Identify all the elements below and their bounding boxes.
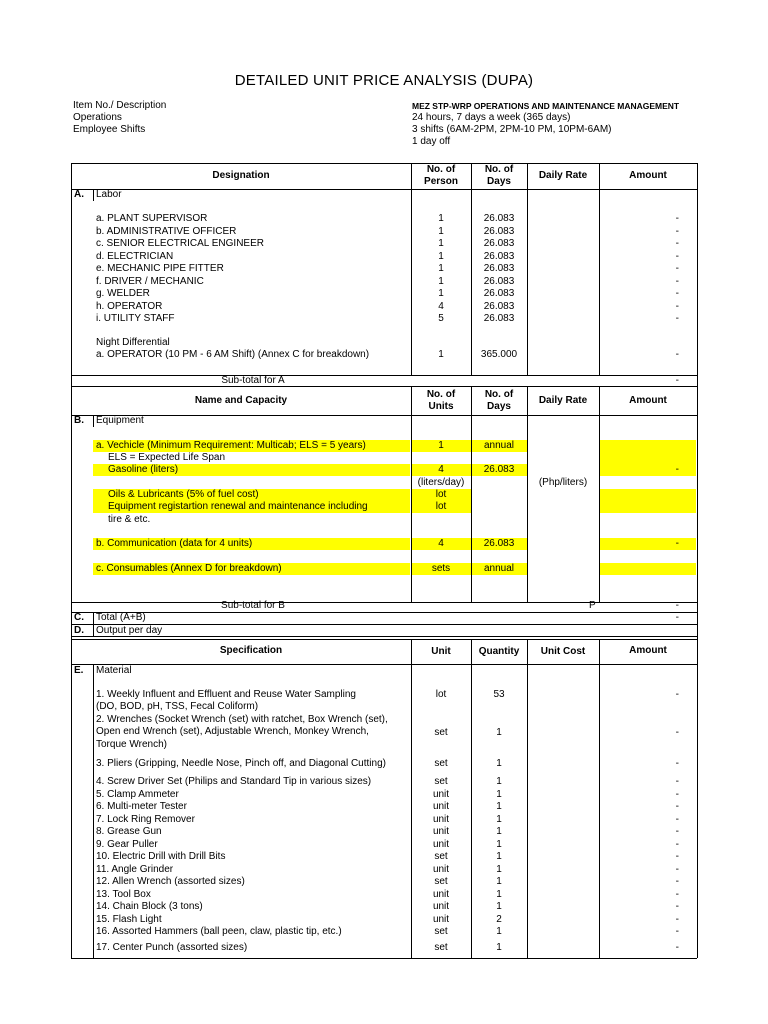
labor-persons: 1 (438, 250, 444, 262)
col-unit-cost: Unit Cost (540, 646, 586, 657)
material-amount: - (675, 876, 679, 887)
material-17-name: 17. Center Punch (assorted sizes) (96, 942, 248, 953)
labor-name: a. PLANT SUPERVISOR (96, 213, 208, 224)
material-amount: - (675, 838, 679, 850)
highlight-vehicle-amount (600, 440, 696, 452)
material-qty: 1 (496, 838, 502, 850)
material-3-unit: set (434, 758, 448, 769)
material-name: 15. Flash Light (96, 913, 162, 925)
communication-days: 26.083 (483, 538, 515, 549)
labor-name: b. ADMINISTRATIVE OFFICER (96, 225, 237, 237)
material-qty: 1 (496, 876, 502, 887)
oils-units: lot (435, 489, 447, 500)
header-values (412, 100, 679, 148)
material-17-unit: set (434, 942, 448, 953)
material-qty: 1 (496, 851, 502, 862)
material-qty: 1 (496, 926, 502, 937)
section-b-letter: B. (74, 415, 84, 426)
oils-name: Oils & Lubricants (5% of fuel cost) (108, 489, 259, 500)
vehicle-units: 1 (438, 440, 444, 451)
gasoline-name: Gasoline (liters) (108, 464, 179, 475)
gas-units-note: (liters/day) (417, 477, 465, 488)
labor-days: 26.083 (483, 213, 515, 224)
labor-persons: 1 (438, 288, 444, 299)
material-3-name: 3. Pliers (Gripping, Needle Nose, Pinch off, and Diagonal Cutting) (96, 758, 386, 769)
material-2-qty: 1 (496, 727, 502, 738)
material-unit: unit (432, 888, 450, 900)
labor-days: 26.083 (483, 263, 515, 274)
material-2-unit: set (434, 727, 448, 738)
labor-persons: 1 (438, 213, 444, 224)
labor-amount: - (675, 300, 679, 312)
material-unit: unit (432, 801, 450, 812)
section-c-letter: C. (74, 612, 84, 623)
col-unit: Unit (431, 646, 451, 657)
material-name: 13. Tool Box (96, 888, 151, 900)
material-2-line3: Torque Wrench) (96, 739, 167, 750)
col-name-capacity: Name and Capacity (194, 395, 288, 406)
material-unit: unit (432, 813, 450, 825)
subtotal-a-amount: - (675, 375, 679, 386)
material-17-amount: - (675, 942, 679, 953)
material-amount: - (675, 776, 679, 787)
material-2-line1: 2. Wrenches (Socket Wrench (set) with ratchet, Box Wrench (set), (96, 714, 388, 725)
material-name: 7. Lock Ring Remover (96, 813, 195, 825)
section-d-letter: D. (74, 625, 84, 636)
material-qty: 1 (496, 888, 502, 900)
communication-name: b. Communication (data for 4 units) (96, 538, 253, 549)
material-1-qty: 53 (493, 689, 505, 700)
labor-amount: - (675, 225, 679, 237)
labor-persons: 1 (438, 225, 444, 237)
col-quantity: Quantity (478, 646, 520, 657)
col-specification: Specification (219, 645, 283, 656)
col-amount: Amount (629, 170, 667, 181)
night-diff-name: a. OPERATOR (10 PM - 6 AM Shift) (Annex C for breakdown) (96, 349, 370, 360)
subtotal-b-amount: - (675, 600, 679, 611)
material-3-qty: 1 (496, 758, 502, 769)
communication-amount: - (675, 538, 679, 549)
section-b-label: Equipment (96, 415, 144, 426)
material-amount: - (675, 813, 679, 825)
communication-units: 4 (438, 538, 444, 549)
operations-value: 24 hours, 7 days a week (365 days) (412, 112, 571, 123)
material-name: 10. Electric Drill with Drill Bits (96, 851, 226, 862)
vehicle-days: annual (483, 440, 515, 451)
registration-name: Equipment registartion renewal and maintenance including (108, 501, 368, 512)
col-equip-days: No. of Days (484, 389, 514, 412)
labor-amount: - (675, 288, 679, 299)
material-1-line1: 1. Weekly Influent and Effluent and Reuse Water Sampling (96, 689, 356, 700)
item-description: MEZ STP-WRP OPERATIONS AND MAINTENANCE MANAGEMENT (412, 101, 680, 111)
header-labels (73, 100, 166, 136)
section-a-letter: A. (74, 189, 84, 200)
labor-name: d. ELECTRICIAN (96, 250, 174, 262)
item-label: Item No./ Description (73, 100, 167, 111)
col-material-amount: Amount (629, 645, 667, 656)
els-note: ELS = Expected Life Span (108, 452, 226, 463)
material-unit: set (434, 876, 448, 887)
labor-amount: - (675, 238, 679, 249)
material-qty: 1 (496, 901, 502, 912)
labor-name: g. WELDER (96, 288, 150, 299)
labor-name: c. SENIOR ELECTRICAL ENGINEER (96, 238, 264, 249)
material-2-line2: Open end Wrench (set), Adjustable Wrench, Monkey Wrench, (96, 726, 369, 737)
material-name: 14. Chain Block (3 tons) (96, 901, 203, 912)
highlight-oils-amount (600, 489, 696, 501)
shifts-value: 3 shifts (6AM-2PM, 2PM-10 PM, 10PM-6AM) (412, 124, 612, 135)
material-unit: set (434, 926, 448, 937)
material-unit: unit (432, 838, 450, 850)
col-days: No. of Days (484, 164, 514, 187)
consumables-days: annual (483, 563, 515, 574)
day-off-value: 1 day off (412, 136, 451, 147)
section-a-label: Labor (96, 189, 122, 200)
subtotal-a-label: Sub-total for A (221, 375, 285, 386)
subtotal-b-currency: P (589, 600, 596, 611)
material-qty: 1 (496, 863, 502, 875)
gasoline-amount: - (675, 464, 679, 475)
labor-amount: - (675, 250, 679, 262)
section-c-amount: - (675, 612, 679, 623)
material-17-qty: 1 (496, 942, 502, 953)
labor-days: 26.083 (483, 313, 515, 324)
registration-units: lot (435, 501, 447, 512)
material-amount: - (675, 851, 679, 862)
material-amount: - (675, 801, 679, 812)
material-unit: unit (432, 863, 450, 875)
material-amount: - (675, 913, 679, 925)
vehicle-name: a. Vechicle (Minimum Requirement: Multicab; ELS = 5 years) (96, 440, 366, 451)
labor-days: 26.083 (483, 275, 515, 287)
material-unit: unit (432, 826, 450, 837)
material-1-amount: - (675, 689, 679, 700)
labor-days: 26.083 (483, 225, 515, 237)
labor-persons: 1 (438, 238, 444, 249)
material-unit: set (434, 776, 448, 787)
labor-days: 26.083 (483, 288, 515, 299)
material-3-amount: - (675, 758, 679, 769)
section-e-label: Material (96, 665, 132, 676)
material-unit: unit (432, 913, 450, 925)
col-equip-amount: Amount (629, 395, 667, 406)
labor-amount: - (675, 263, 679, 274)
col-persons: No. of Person (424, 164, 458, 187)
gasoline-days: 26.083 (483, 464, 515, 475)
consumables-units: sets (431, 563, 451, 574)
consumables-name: c. Consumables (Annex D for breakdown) (96, 563, 282, 574)
material-1-unit: lot (435, 689, 447, 700)
highlight-els-amount (600, 452, 696, 464)
material-name: 11. Angle Grinder (96, 863, 174, 875)
material-amount: - (675, 826, 679, 837)
col-units: No. of Units (426, 389, 456, 412)
material-name: 6. Multi-meter Tester (96, 801, 187, 812)
material-name: 9. Gear Puller (96, 838, 158, 850)
labor-name: e. MECHANIC PIPE FITTER (96, 263, 224, 274)
gas-rate-note: (Php/liters) (538, 477, 588, 488)
material-qty: 1 (496, 776, 502, 787)
night-diff-days: 365.000 (480, 349, 518, 360)
material-amount: - (675, 888, 679, 900)
labor-days: 26.083 (483, 250, 515, 262)
material-amount: - (675, 863, 679, 875)
material-qty: 1 (496, 801, 502, 812)
material-amount: - (675, 788, 679, 800)
labor-days: 26.083 (483, 238, 515, 249)
labor-persons: 4 (438, 300, 444, 312)
labor-name: h. OPERATOR (96, 300, 163, 312)
labor-persons: 5 (438, 313, 444, 324)
highlight-registration-amount (600, 501, 696, 513)
labor-amount: - (675, 313, 679, 324)
material-amount: - (675, 926, 679, 937)
material-qty: 1 (496, 826, 502, 837)
section-e-letter: E. (74, 665, 84, 676)
gasoline-units: 4 (438, 464, 444, 475)
col-equip-rate: Daily Rate (538, 395, 588, 406)
labor-amount: - (675, 275, 679, 287)
night-diff-label: Night Differential (96, 337, 170, 348)
material-unit: set (434, 851, 448, 862)
col-daily-rate: Daily Rate (538, 170, 588, 181)
material-amount: - (675, 901, 679, 912)
labor-name: f. DRIVER / MECHANIC (96, 275, 204, 287)
page-title: DETAILED UNIT PRICE ANALYSIS (DUPA) (234, 72, 534, 89)
labor-days: 26.083 (483, 300, 515, 312)
labor-amount: - (675, 213, 679, 224)
labor-persons: 1 (438, 263, 444, 274)
section-c-label: Total (A+B) (96, 612, 146, 623)
section-d-label: Output per day (96, 625, 163, 636)
subtotal-b-label: Sub-total for B (221, 600, 285, 611)
labor-name: i. UTILITY STAFF (96, 313, 175, 324)
material-qty: 2 (496, 913, 502, 925)
labor-persons: 1 (438, 275, 444, 287)
material-1-line2: (DO, BOD, pH, TSS, Fecal Coliform) (96, 701, 259, 712)
material-qty: 1 (496, 813, 502, 825)
tire-note: tire & etc. (108, 514, 151, 525)
material-name: 12. Allen Wrench (assorted sizes) (96, 876, 245, 887)
shifts-label: Employee Shifts (73, 124, 146, 135)
material-2-amount: - (675, 727, 679, 738)
material-name: 5. Clamp Ammeter (96, 788, 179, 800)
operations-label: Operations (73, 112, 122, 123)
material-name: 8. Grease Gun (96, 826, 162, 837)
night-diff-persons: 1 (438, 349, 444, 360)
material-name: 4. Screw Driver Set (Philips and Standard Tip in various sizes) (96, 776, 372, 787)
highlight-consumables-amount (600, 563, 696, 575)
material-unit: unit (432, 901, 450, 912)
material-name: 16. Assorted Hammers (ball peen, claw, plastic tip, etc.) (96, 926, 342, 937)
col-designation: Designation (212, 170, 270, 181)
material-qty: 1 (496, 788, 502, 800)
material-unit: unit (432, 788, 450, 800)
night-diff-amount: - (675, 349, 679, 360)
